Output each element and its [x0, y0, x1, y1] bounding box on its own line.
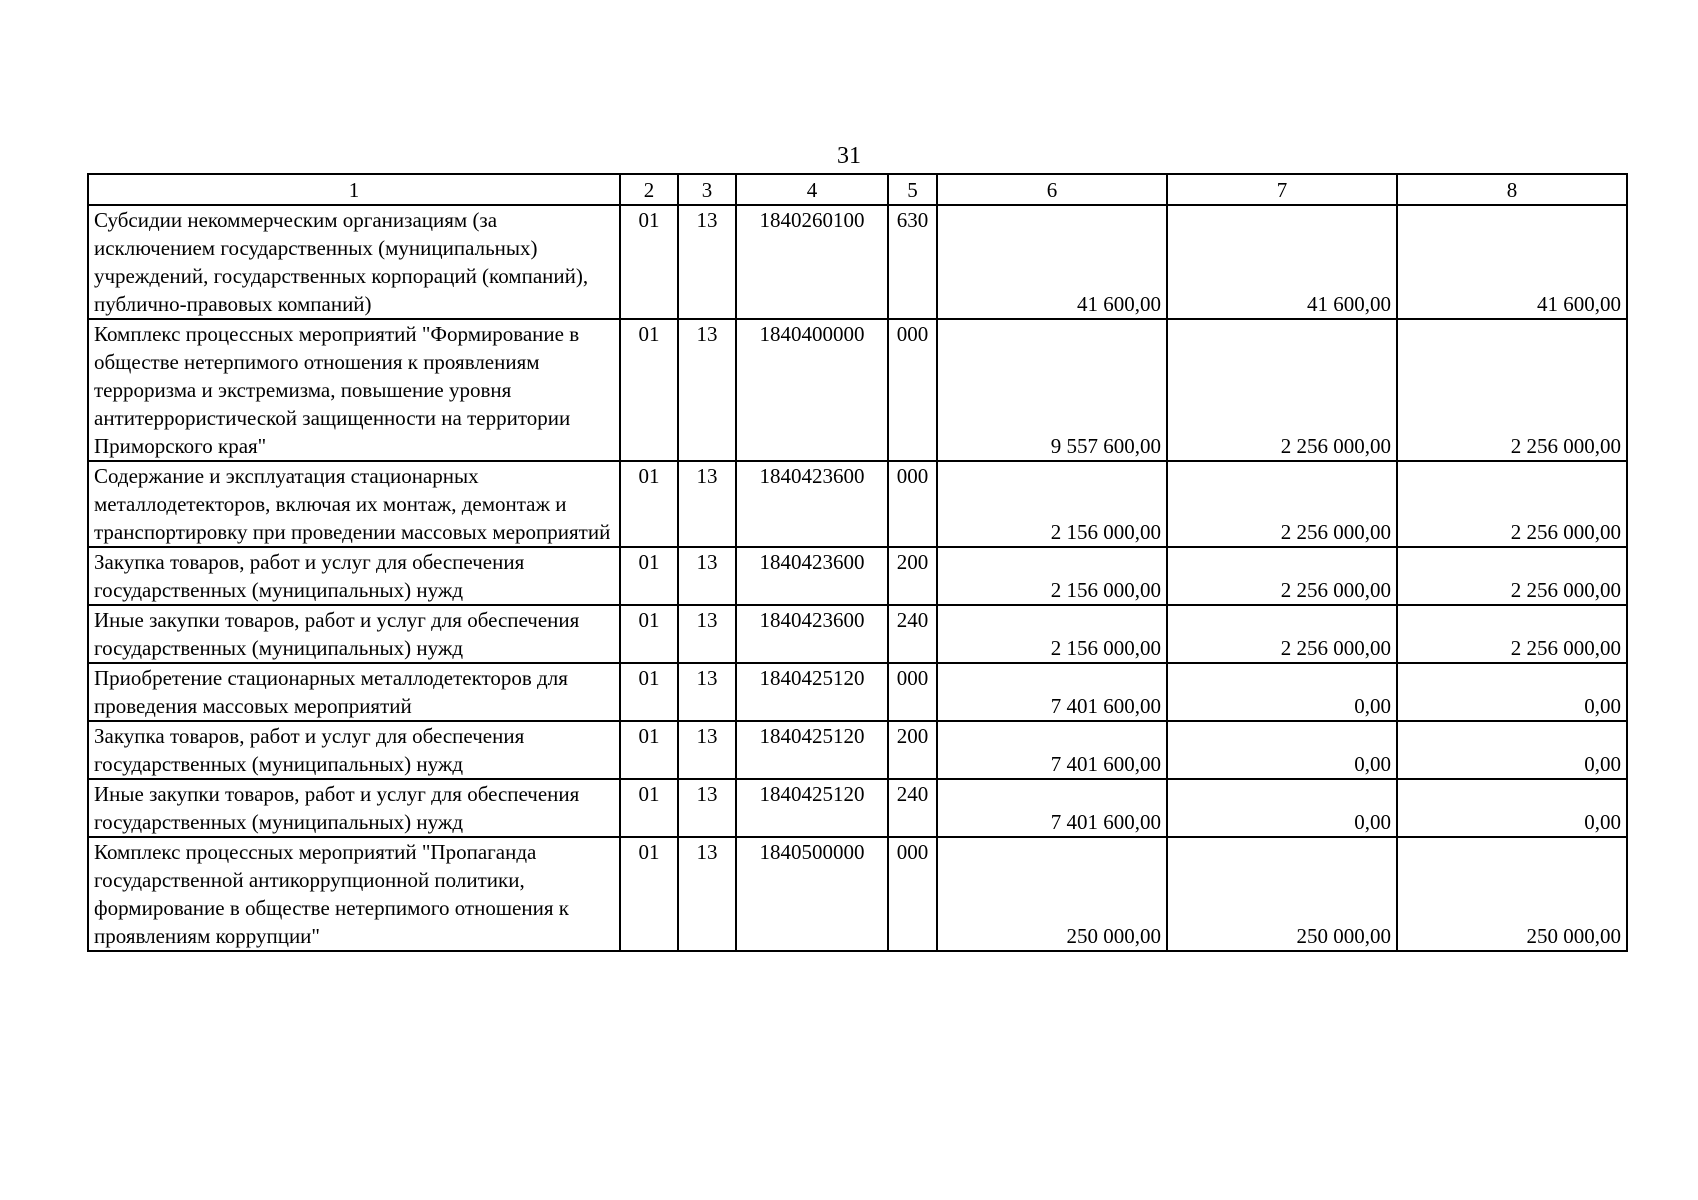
table-row	[88, 319, 1627, 461]
table-row	[88, 779, 1627, 837]
section-code-cell: 01	[620, 721, 678, 779]
section-code-cell: 01	[620, 461, 678, 547]
amount-cell-6: 2 156 000,00	[937, 547, 1167, 605]
expense-name-cell: Содержание и эксплуатация стационарных металлодетекторов, включая их монтаж, демонтаж и транспортировку при проведении массовых мероприятий	[88, 461, 620, 547]
target-article-cell: 1840425120	[736, 721, 888, 779]
header-cell: 5	[888, 174, 937, 205]
section-code-cell: 01	[620, 605, 678, 663]
subsection-code-cell: 13	[678, 721, 736, 779]
amount-cell-6: 7 401 600,00	[937, 721, 1167, 779]
amount-cell-7: 2 256 000,00	[1167, 319, 1397, 461]
expense-name-cell: Комплекс процессных мероприятий "Пропаганда государственной антикоррупционной политики, формирование в обществе нетерпимого отношения к проявлениям коррупции"	[88, 837, 620, 951]
subsection-code-cell: 13	[678, 663, 736, 721]
expense-type-cell: 000	[888, 663, 937, 721]
header-cell: 3	[678, 174, 736, 205]
section-code-cell: 01	[620, 663, 678, 721]
header-row	[88, 174, 1627, 205]
amount-cell-8: 0,00	[1397, 721, 1627, 779]
target-article-cell: 1840400000	[736, 319, 888, 461]
amount-cell-7: 2 256 000,00	[1167, 547, 1397, 605]
amount-cell-8: 250 000,00	[1397, 837, 1627, 951]
subsection-code-cell: 13	[678, 461, 736, 547]
expense-name-cell: Приобретение стационарных металлодетекторов для проведения массовых мероприятий	[88, 663, 620, 721]
expense-name-cell: Субсидии некоммерческим организациям (за исключением государственных (муниципальных) учреждений, государственных корпораций (компаний), публично-правовых компаний)	[88, 205, 620, 319]
amount-cell-6: 7 401 600,00	[937, 663, 1167, 721]
amount-cell-7: 0,00	[1167, 721, 1397, 779]
header-cell: 8	[1397, 174, 1627, 205]
header-cell: 7	[1167, 174, 1397, 205]
amount-cell-6: 9 557 600,00	[937, 319, 1167, 461]
expense-type-cell: 000	[888, 837, 937, 951]
target-article-cell: 1840423600	[736, 461, 888, 547]
amount-cell-8: 41 600,00	[1397, 205, 1627, 319]
subsection-code-cell: 13	[678, 205, 736, 319]
target-article-cell: 1840423600	[736, 605, 888, 663]
expense-name-cell: Закупка товаров, работ и услуг для обеспечения государственных (муниципальных) нужд	[88, 547, 620, 605]
amount-cell-8: 2 256 000,00	[1397, 605, 1627, 663]
expense-name-cell: Закупка товаров, работ и услуг для обеспечения государственных (муниципальных) нужд	[88, 721, 620, 779]
target-article-cell: 1840260100	[736, 205, 888, 319]
expense-type-cell: 240	[888, 605, 937, 663]
budget-table	[87, 173, 1628, 952]
expense-type-cell: 000	[888, 319, 937, 461]
expense-name-cell: Комплекс процессных мероприятий "Формирование в обществе нетерпимого отношения к проявлениям терроризма и экстремизма, повышение уровня антитеррористической защищенности на территории Приморского края"	[88, 319, 620, 461]
subsection-code-cell: 13	[678, 319, 736, 461]
table-row	[88, 663, 1627, 721]
section-code-cell: 01	[620, 837, 678, 951]
section-code-cell: 01	[620, 779, 678, 837]
section-code-cell: 01	[620, 319, 678, 461]
expense-type-cell: 200	[888, 547, 937, 605]
section-code-cell: 01	[620, 205, 678, 319]
header-cell: 1	[88, 174, 620, 205]
amount-cell-6: 2 156 000,00	[937, 605, 1167, 663]
amount-cell-7: 0,00	[1167, 779, 1397, 837]
header-cell: 4	[736, 174, 888, 205]
target-article-cell: 1840500000	[736, 837, 888, 951]
amount-cell-7: 250 000,00	[1167, 837, 1397, 951]
amount-cell-8: 0,00	[1397, 779, 1627, 837]
subsection-code-cell: 13	[678, 837, 736, 951]
amount-cell-6: 2 156 000,00	[937, 461, 1167, 547]
section-code-cell: 01	[620, 547, 678, 605]
amount-cell-8: 2 256 000,00	[1397, 461, 1627, 547]
subsection-code-cell: 13	[678, 547, 736, 605]
table-row	[88, 547, 1627, 605]
amount-cell-7: 2 256 000,00	[1167, 605, 1397, 663]
expense-type-cell: 240	[888, 779, 937, 837]
amount-cell-6: 7 401 600,00	[937, 779, 1167, 837]
expense-type-cell: 200	[888, 721, 937, 779]
target-article-cell: 1840425120	[736, 779, 888, 837]
amount-cell-8: 0,00	[1397, 663, 1627, 721]
expense-name-cell: Иные закупки товаров, работ и услуг для обеспечения государственных (муниципальных) нужд	[88, 779, 620, 837]
header-cell: 6	[937, 174, 1167, 205]
table-row	[88, 837, 1627, 951]
amount-cell-8: 2 256 000,00	[1397, 319, 1627, 461]
amount-cell-7: 2 256 000,00	[1167, 461, 1397, 547]
table-row	[88, 721, 1627, 779]
header-cell: 2	[620, 174, 678, 205]
target-article-cell: 1840423600	[736, 547, 888, 605]
amount-cell-7: 41 600,00	[1167, 205, 1397, 319]
amount-cell-6: 250 000,00	[937, 837, 1167, 951]
amount-cell-6: 41 600,00	[937, 205, 1167, 319]
amount-cell-7: 0,00	[1167, 663, 1397, 721]
target-article-cell: 1840425120	[736, 663, 888, 721]
table-row	[88, 605, 1627, 663]
page-number: 31	[837, 143, 861, 169]
expense-name-cell: Иные закупки товаров, работ и услуг для обеспечения государственных (муниципальных) нужд	[88, 605, 620, 663]
table-row	[88, 205, 1627, 319]
subsection-code-cell: 13	[678, 605, 736, 663]
table-row	[88, 461, 1627, 547]
subsection-code-cell: 13	[678, 779, 736, 837]
amount-cell-8: 2 256 000,00	[1397, 547, 1627, 605]
expense-type-cell: 000	[888, 461, 937, 547]
expense-type-cell: 630	[888, 205, 937, 319]
